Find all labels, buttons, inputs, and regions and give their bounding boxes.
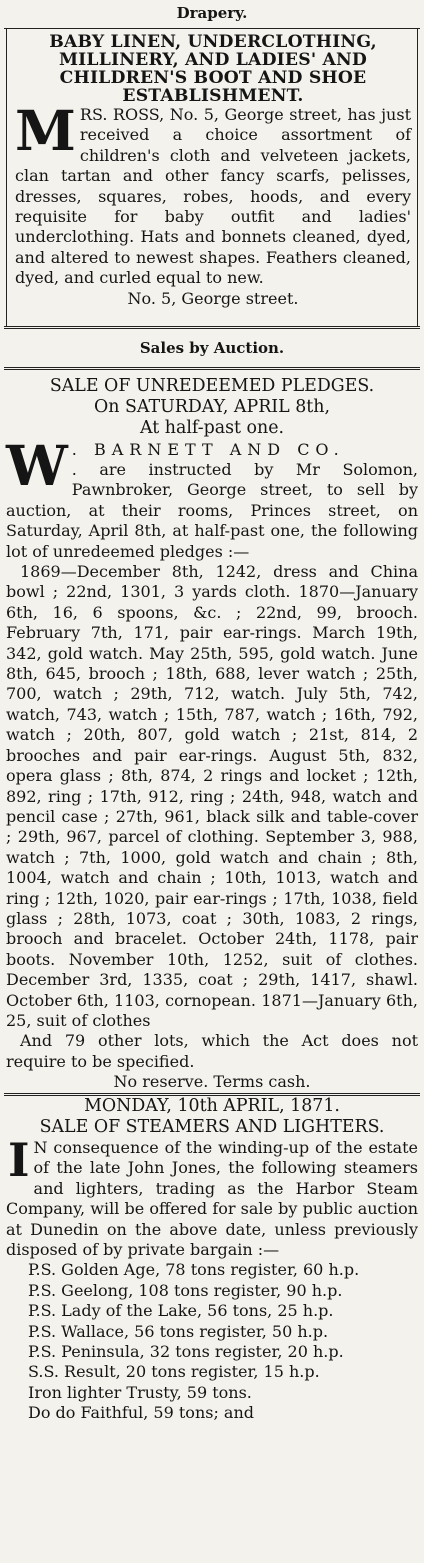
- pledges-dropcap: W: [6, 432, 68, 498]
- pledges-title: SALE OF UNREDEEMED PLEDGES.: [49, 376, 375, 396]
- auction-section-title: Sales by Auction.: [139, 339, 285, 357]
- list-item: S.S. Result, 20 tons register, 15 h.p.: [28, 1362, 320, 1382]
- pledges-advert: [6, 370, 418, 1093]
- steamers-dropcap: I: [8, 1133, 30, 1188]
- steamers-lead: N consequence of the winding-up of the estate of the late John Jones, the following steamers and lighters, trading as the Harbor Steam Company, will be offered for sale by public auction at Dunedin on the above date, unless previously disposed of by private bargain :—: [6, 1138, 418, 1260]
- pledges-terms: No reserve. Terms cash.: [113, 1072, 311, 1092]
- list-item: P.S. Wallace, 56 tons register, 50 h.p.: [28, 1321, 329, 1341]
- list-item: Iron lighter Trusty, 59 tons.: [28, 1382, 252, 1402]
- list-item: P.S. Golden Age, 78 tons register, 60 h.p.: [28, 1260, 360, 1280]
- pledges-time: At half-past one.: [139, 418, 285, 439]
- drapery-body: [15, 98, 411, 289]
- steamers-advert: [6, 1096, 418, 1424]
- pledges-intro: [6, 432, 418, 562]
- drapery-headline-1: BABY LINEN, UNDERCLOTHING,: [49, 32, 377, 52]
- drapery-dropcap: M: [15, 98, 76, 163]
- drapery-headline-4: ESTABLISHMENT.: [122, 86, 304, 106]
- steamers-title: SALE OF STEAMERS AND LIGHTERS.: [39, 1116, 385, 1137]
- list-item: P.S. Geelong, 108 tons register, 90 h.p.: [28, 1280, 343, 1300]
- drapery-section-title: Drapery.: [176, 4, 248, 22]
- pledges-firm: . BARNETT AND CO.: [71, 439, 345, 459]
- list-item: Do do Faithful, 59 tons; and: [28, 1403, 255, 1423]
- list-item: P.S. Lady of the Lake, 56 tons, 25 h.p.: [28, 1301, 334, 1321]
- drapery-headline-2: MILLINERY, AND LADIES' AND: [58, 50, 368, 70]
- pledges-other: And 79 other lots, which the Act does not require to be specified.: [6, 1031, 418, 1071]
- steamers-date: MONDAY, 10th APRIL, 1871.: [84, 1095, 340, 1116]
- pledges-lead: . are instructed by Mr Solomon, Pawnbroker, George street, to sell by auction, at their rooms, Princes street, on Saturday, April 8th, at half-past one, the following lot of unredeemed pledges :—: [6, 460, 418, 561]
- drapery-advert: [6, 29, 418, 326]
- vessel-list: [6, 1260, 418, 1423]
- drapery-text: just received a choice assortment of children's cloth and velveteen jackets, clan tartan and other fancy scarfs, pelisses, dresses, squares, robes, hoods, and every requisite for baby outfit and ladies' underclothing. Hats and bonnets cleaned, dyed, and altered to newest shapes. Feathers cleaned, dyed, and curled equal to new.: [15, 105, 411, 288]
- drapery-headline-3: CHILDREN'S BOOT AND SHOE: [59, 68, 367, 88]
- pledges-date: On SATURDAY, APRIL 8th,: [93, 397, 331, 418]
- pledges-lots: 1869—December 8th, 1242, dress and China bowl ; 22nd, 1301, 3 yards cloth. 1870—January 6th, 16, 6 spoons, &c. ; 22nd, 99, brooch. February 7th, 171, pair ear-rings. March 19th, 342, gold watch. May 25th, 595, gold watch. June 8th, 645, brooch ; 18th, 688, lever watch ; 25th, 700, watch ; 29th, 712, watch. July 5th, 742, watch, 743, watch ; 15th, 787, watch ; 16th, 792, watch ; 20th, 807, gold watch ; 21st, 814, 2 brooches and pair ear-rings. August 5th, 832, opera glass ; 8th, 874, 2 rings and locket ; 12th, 892, ring ; 17th, 912, ring ; 24th, 948, watch and pencil case ; 27th, 961, black silk and table-cover ; 29th, 967, parcel of clothing. September 3, 988, watch ; 7th, 1000, gold watch and chain ; 8th, 1004, watch and chain ; 10th, 1013, watch and ring ; 12th, 1020, pair ear-rings ; 17th, 1038, field glass ; 28th, 1073, coat ; 30th, 1083, 2 rings, brooch and bracelet. October 24th, 1178, pair boots. November 10th, 1252, suit of clothes. December 3rd, 1335, coat ; 29th, 1417, shawl. October 6th, 1103, cornopean. 1871—January 6th, 25, suit of clothes: [6, 562, 418, 1030]
- list-item: P.S. Peninsula, 32 tons register, 20 h.p.: [28, 1342, 344, 1362]
- drapery-lead: RS. ROSS, No. 5, George street, has: [79, 105, 376, 124]
- drapery-address: No. 5, George street.: [127, 288, 299, 308]
- steamers-intro: [6, 1133, 418, 1260]
